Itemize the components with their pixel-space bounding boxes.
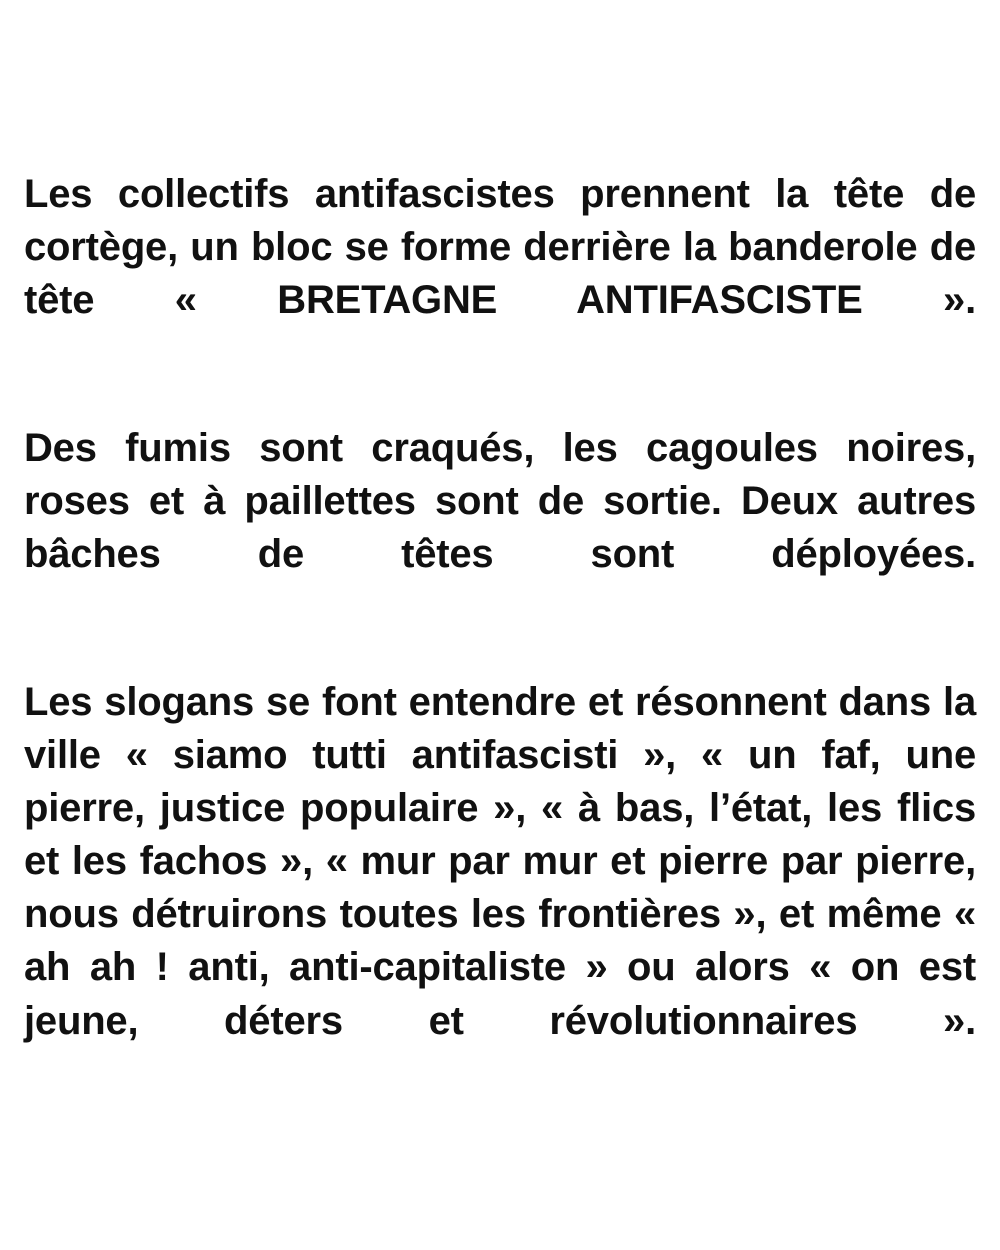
paragraph-1: Les collectifs antifascistes prennent la tête de cortège, un bloc se forme derrière la banderole de tête « BRETAGNE ANTIFASCISTE ». bbox=[24, 172, 976, 323]
paragraph-3: Les slogans se font entendre et résonnent dans la ville « siamo tutti antifascisti », « un faf, une pierre, justice populaire », « à bas, l’état, les flics et les fachos », « mur par mur et pierre par pierre, nous détruirons toutes les frontières », et même « ah ah ! anti, anti-capitaliste » ou alors « on est jeune, déters et révolutionnaires ». bbox=[24, 679, 976, 1043]
paragraph-2: Des fumis sont craqués, les cagoules noires, roses et à paillettes sont de sortie. Deux autres bâches de têtes sont déployées. bbox=[24, 425, 976, 577]
